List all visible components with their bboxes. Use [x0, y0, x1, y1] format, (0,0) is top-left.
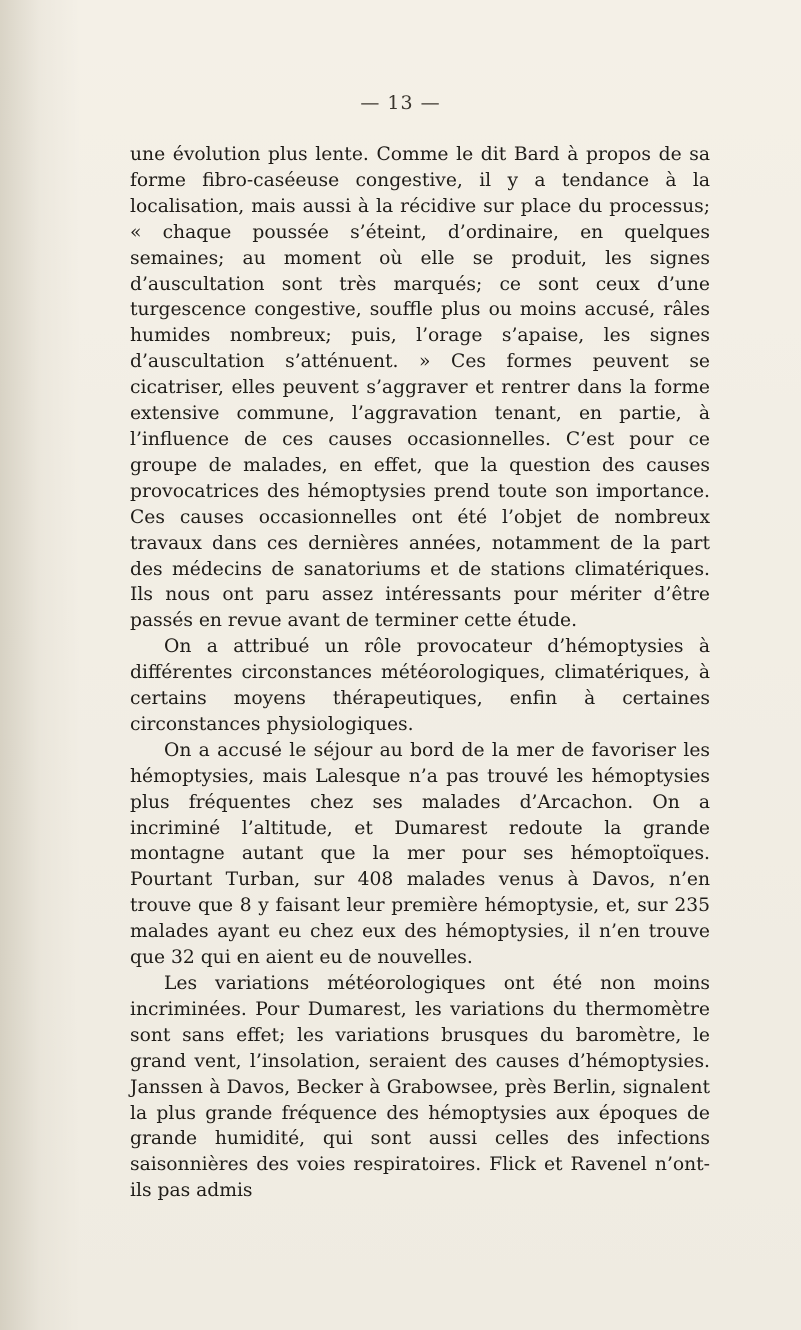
- paragraph-1: une évolution plus lente. Comme le dit Bard à propos de sa forme fibro-caséeuse congestive, il y a tendance à la localisation, mais aussi à la récidive sur place du processus; « chaque poussée s’éteint, d’ordinaire, en quelques semaines; au moment où elle se produit, les signes d’auscultation sont très marqués; ce sont ceux d’une turgescence congestive, souffle plus ou moins accusé, râles humides nombreux; puis, l’orage s’apaise, les signes d’auscultation s’atténuent. » Ces formes peuvent se cicatriser, elles peuvent s’aggraver et rentrer dans la forme extensive commune, l’aggravation tenant, en partie, à l’influence de ces causes occasionnelles. C’est pour ce groupe de malades, en effet, que la question des causes provocatrices des hémoptysies prend toute son importance. Ces causes occasionnelles ont été l’objet de nombreux travaux dans ces dernières années, notamment de la part des médecins de sanatoriums et de stations climatériques. Ils nous ont paru assez intéressants pour mériter d’être passés en revue avant de terminer cette étude.: [130, 144, 710, 632]
- paragraph-2: On a attribué un rôle provocateur d’hémoptysies à différentes circonstances météorologiques, climatériques, à certains moyens thérapeutiques, enfin à certaines circonstances physiologiques.: [130, 636, 710, 735]
- body-text: [130, 142, 710, 1204]
- paragraph-4: Les variations météorologiques ont été non moins incriminées. Pour Dumarest, les variations du thermomètre sont sans effet; les variations brusques du baromètre, le grand vent, l’insolation, seraient des causes d’hémoptysies. Janssen à Davos, Becker à Grabowsee, près Berlin, signalent la plus grande fréquence des hémoptysies aux époques de grande humidité, qui sont aussi celles des infections saisonnières des voies respiratoires. Flick et Ravenel n’ont-ils pas admis: [130, 973, 710, 1202]
- paragraph-3: On a accusé le séjour au bord de la mer de favoriser les hémoptysies, mais Lalesque n’a pas trouvé les hémoptysies plus fréquentes chez ses malades d’Arcachon. On a incriminé l’altitude, et Dumarest redoute la grande montagne autant que la mer pour ses hémoptoïques. Pourtant Turban, sur 408 malades venus à Davos, n’en trouve que 8 y faisant leur première hémoptysie, et, sur 235 malades ayant eu chez eux des hémoptysies, il n’en trouve que 32 qui en aient eu de nouvelles.: [130, 739, 710, 969]
- page-number: — 13 —: [360, 92, 441, 114]
